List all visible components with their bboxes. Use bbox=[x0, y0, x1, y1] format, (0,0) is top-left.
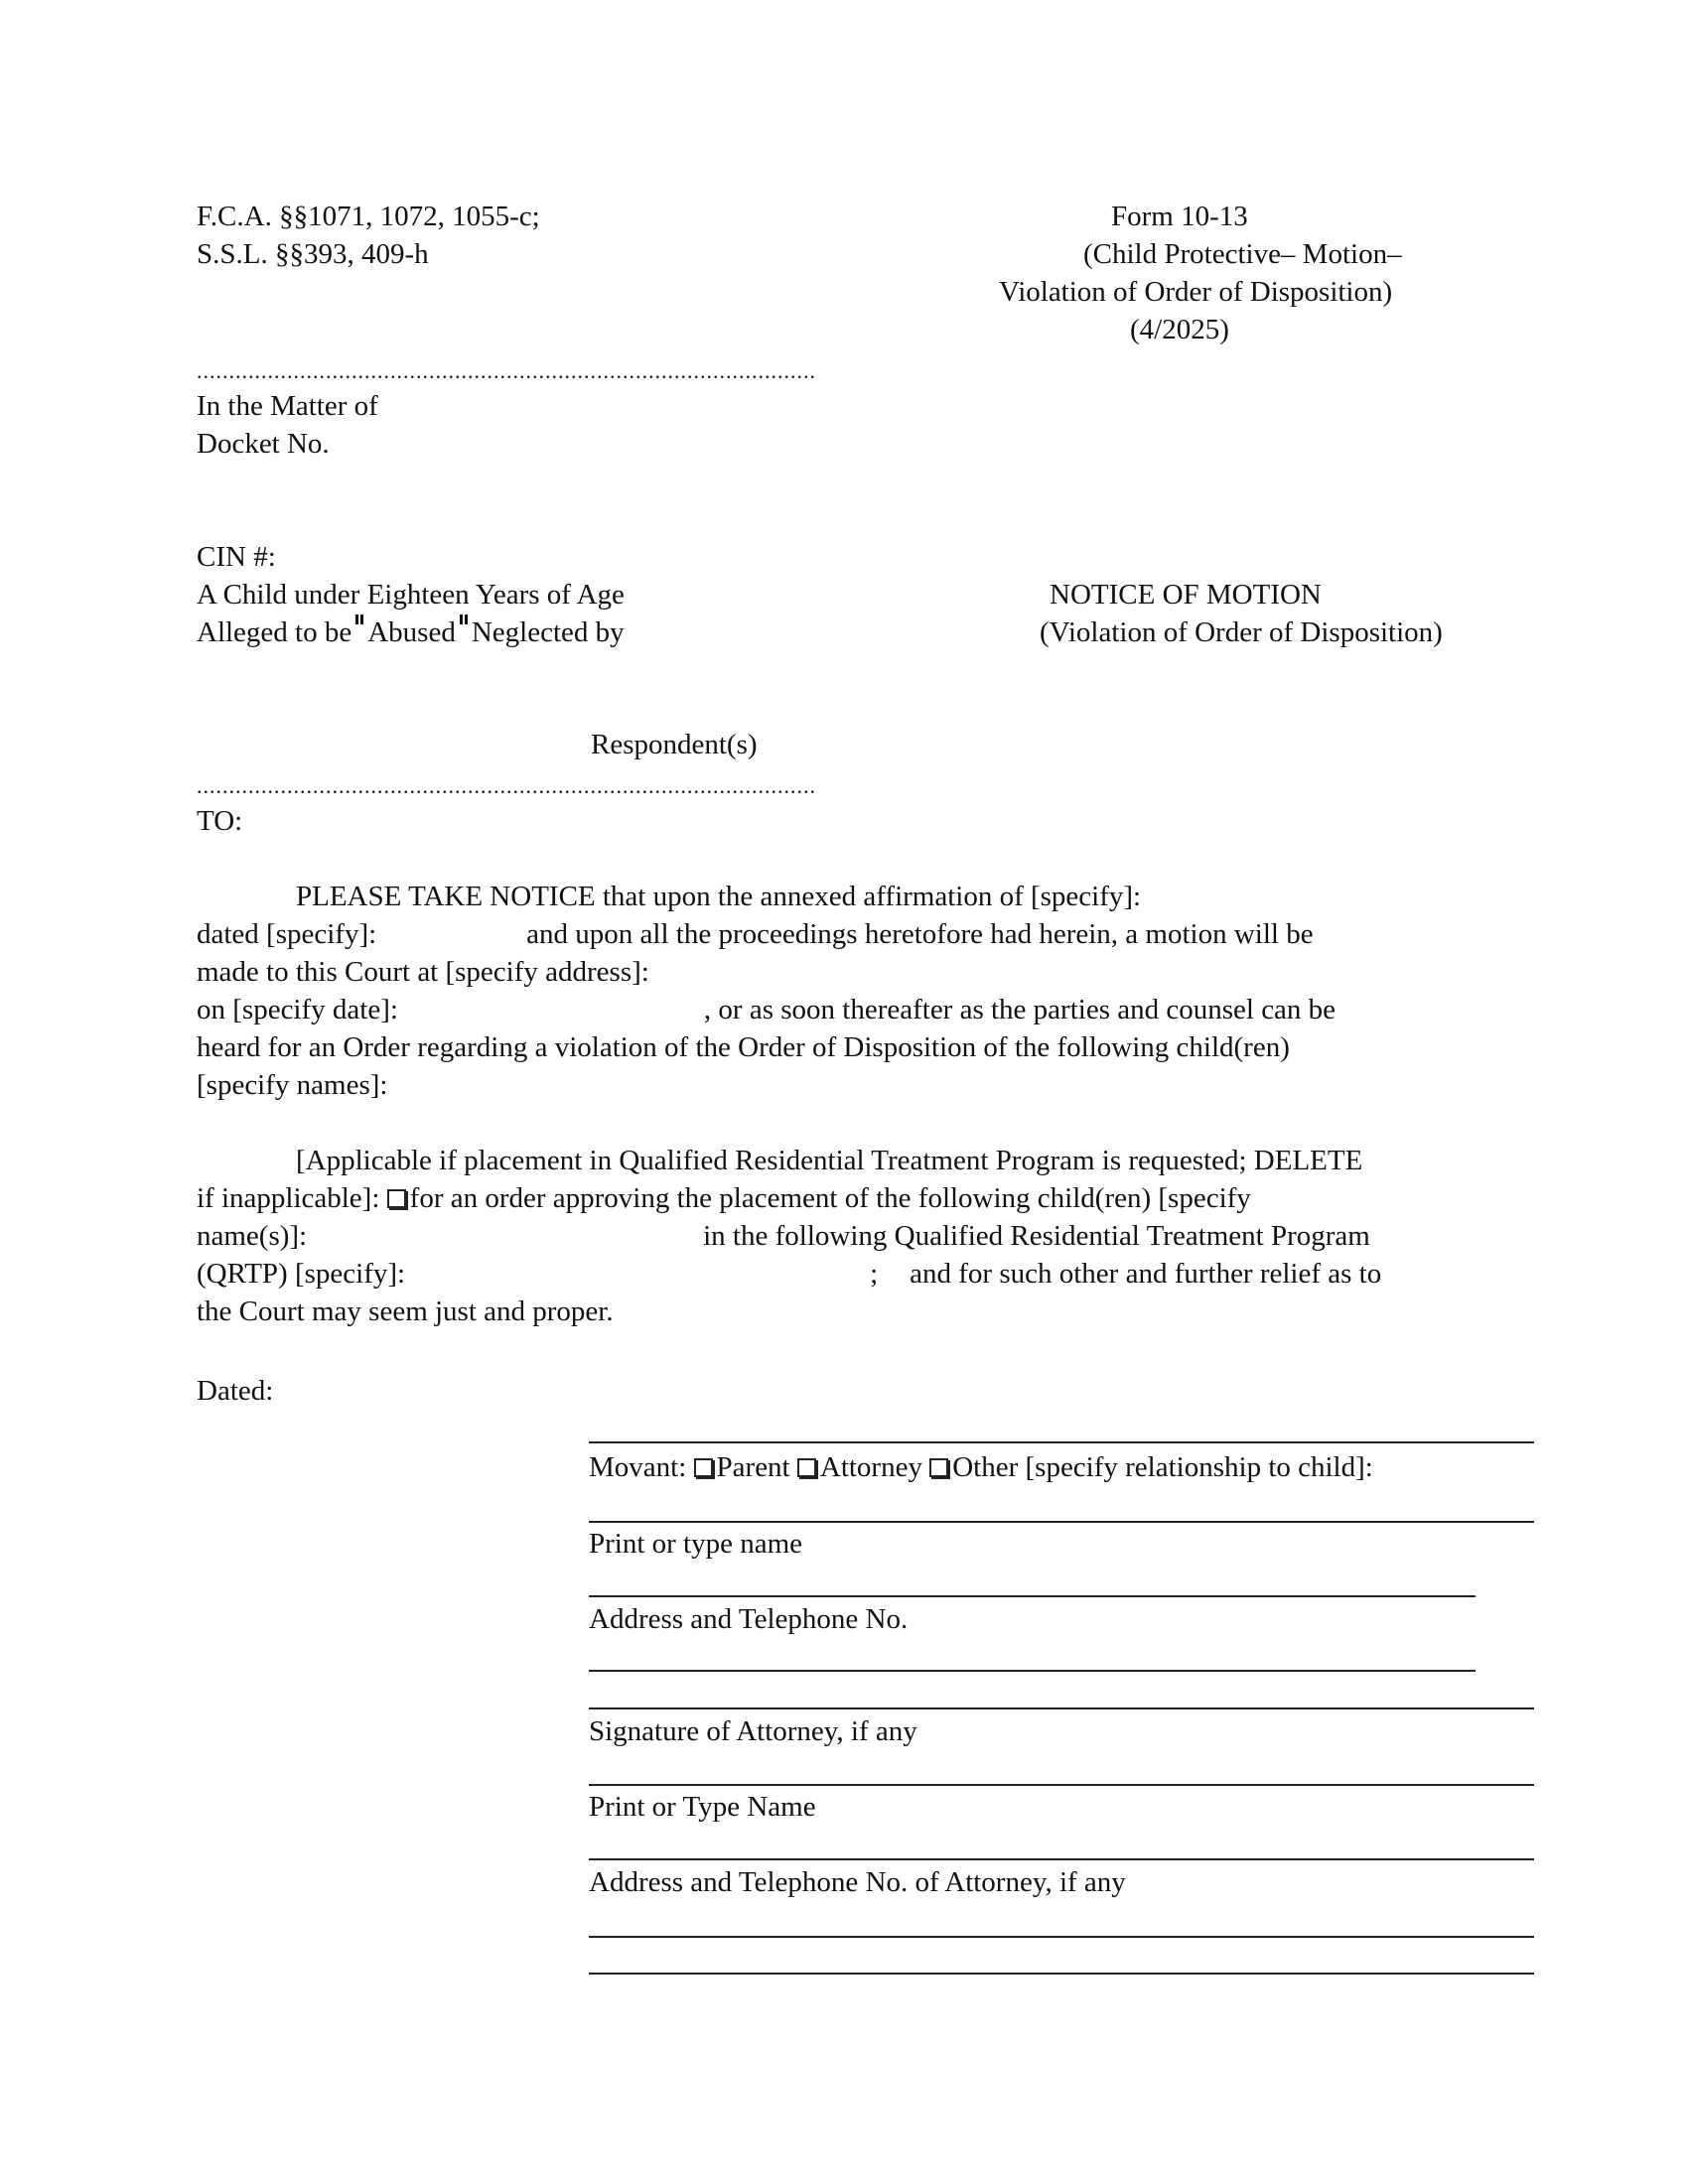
respondents-label: Respondent(s) bbox=[591, 729, 758, 760]
address-attorney-label: Address and Telephone No. of Attorney, if any bbox=[589, 1866, 1126, 1898]
document-title: NOTICE OF MOTION bbox=[1050, 579, 1322, 611]
notice-line-dated bbox=[197, 915, 1527, 953]
dated-label: Dated: bbox=[197, 1375, 274, 1407]
docket-label: Docket No. bbox=[197, 428, 330, 460]
other-checkbox[interactable] bbox=[929, 1458, 948, 1477]
attorney-address-line-3[interactable] bbox=[589, 1973, 1534, 1975]
caption-divider-top: ................................................................................................ bbox=[197, 361, 816, 381]
notice-line-date bbox=[197, 991, 1527, 1028]
qrtp-line: [Applicable if placement in Qualified Residential Treatment Program is requested; DELETE bbox=[296, 1145, 1363, 1176]
in-the-matter-label: In the Matter of bbox=[197, 390, 378, 422]
notice-line: [specify names]: bbox=[197, 1069, 388, 1101]
statute-citation-1: F.C.A. §§1071, 1072, 1055-c; bbox=[197, 201, 540, 232]
parent-option-label: Parent bbox=[716, 1451, 790, 1483]
form-description-1: (Child Protective– Motion– bbox=[1083, 238, 1402, 270]
qrtp-line-text: for an order approving the placement of the following child(ren) [specify bbox=[409, 1182, 1251, 1214]
neglected-checkbox[interactable] bbox=[459, 614, 469, 630]
notice-line-text: , or as soon thereafter as the parties and counsel can be bbox=[703, 994, 1336, 1025]
movant-row bbox=[589, 1448, 1373, 1486]
movant-label: Movant: bbox=[589, 1451, 687, 1483]
cin-label: CIN #: bbox=[197, 541, 276, 573]
notice-line-text: and upon all the proceedings heretofore had herein, a motion will be bbox=[526, 918, 1314, 950]
qrtp-line-text: in the following Qualified Residential Treatment Program bbox=[703, 1220, 1370, 1252]
movant-address-line-2[interactable] bbox=[589, 1670, 1476, 1672]
dated-specify-label: dated [specify]: bbox=[197, 918, 377, 950]
statute-citation-2: S.S.L. §§393, 409-h bbox=[197, 238, 429, 270]
attorney-address-line-2[interactable] bbox=[589, 1936, 1534, 1938]
attorney-address-line[interactable] bbox=[589, 1858, 1534, 1860]
caption-divider-bottom: ................................................................................................ bbox=[197, 776, 816, 796]
qrtp-line-checkbox bbox=[197, 1179, 1527, 1217]
qrtp-paragraph bbox=[197, 1142, 1527, 1330]
print-name-label-2: Print or Type Name bbox=[589, 1791, 816, 1823]
movant-signature-line[interactable] bbox=[589, 1441, 1534, 1443]
notice-line: PLEASE TAKE NOTICE that upon the annexed affirmation of [specify]: bbox=[296, 881, 1142, 912]
neglected-by-label: Neglected by bbox=[471, 616, 625, 648]
parent-checkbox[interactable] bbox=[694, 1458, 713, 1477]
qrtp-line-names bbox=[197, 1217, 1527, 1255]
other-option-label: Other [specify relationship to child]: bbox=[952, 1451, 1373, 1483]
to-label: TO: bbox=[197, 805, 243, 837]
movant-name-line[interactable] bbox=[589, 1521, 1534, 1523]
abused-label: Abused bbox=[367, 616, 456, 648]
qrtp-checkbox[interactable] bbox=[387, 1189, 406, 1208]
notice-line: heard for an Order regarding a violation of the Order of Disposition of the following child(ren) bbox=[197, 1031, 1290, 1063]
attorney-checkbox[interactable] bbox=[797, 1458, 816, 1477]
notice-paragraph bbox=[197, 878, 1527, 1104]
print-name-label: Print or type name bbox=[589, 1528, 803, 1560]
qrtp-line: the Court may seem just and proper. bbox=[197, 1296, 614, 1327]
form-revision-date: (4/2025) bbox=[1130, 314, 1229, 345]
attorney-signature-line[interactable] bbox=[589, 1707, 1534, 1709]
movant-address-line[interactable] bbox=[589, 1595, 1476, 1597]
attorney-name-line[interactable] bbox=[589, 1784, 1534, 1786]
form-description-2: Violation of Order of Disposition) bbox=[999, 276, 1393, 308]
document-subtitle: (Violation of Order of Disposition) bbox=[1040, 616, 1443, 648]
inapplicable-label: if inapplicable]: bbox=[197, 1182, 380, 1214]
date-specify-label: on [specify date]: bbox=[197, 994, 398, 1025]
alleged-prefix: Alleged to be bbox=[197, 616, 352, 648]
signature-attorney-label: Signature of Attorney, if any bbox=[589, 1715, 917, 1747]
form-number: Form 10-13 bbox=[1111, 201, 1248, 232]
qrtp-line-program bbox=[197, 1255, 1527, 1293]
address-phone-label: Address and Telephone No. bbox=[589, 1603, 909, 1635]
names-label: name(s)]: bbox=[197, 1220, 308, 1252]
semicolon: ; bbox=[870, 1258, 879, 1290]
notice-line: made to this Court at [specify address]: bbox=[197, 956, 649, 988]
attorney-option-label: Attorney bbox=[819, 1451, 922, 1483]
alleged-line bbox=[197, 614, 625, 651]
qrtp-specify-label: (QRTP) [specify]: bbox=[197, 1258, 406, 1290]
child-age-label: A Child under Eighteen Years of Age bbox=[197, 579, 625, 611]
qrtp-line-text: and for such other and further relief as to bbox=[910, 1258, 1382, 1290]
abused-checkbox[interactable] bbox=[354, 614, 364, 630]
